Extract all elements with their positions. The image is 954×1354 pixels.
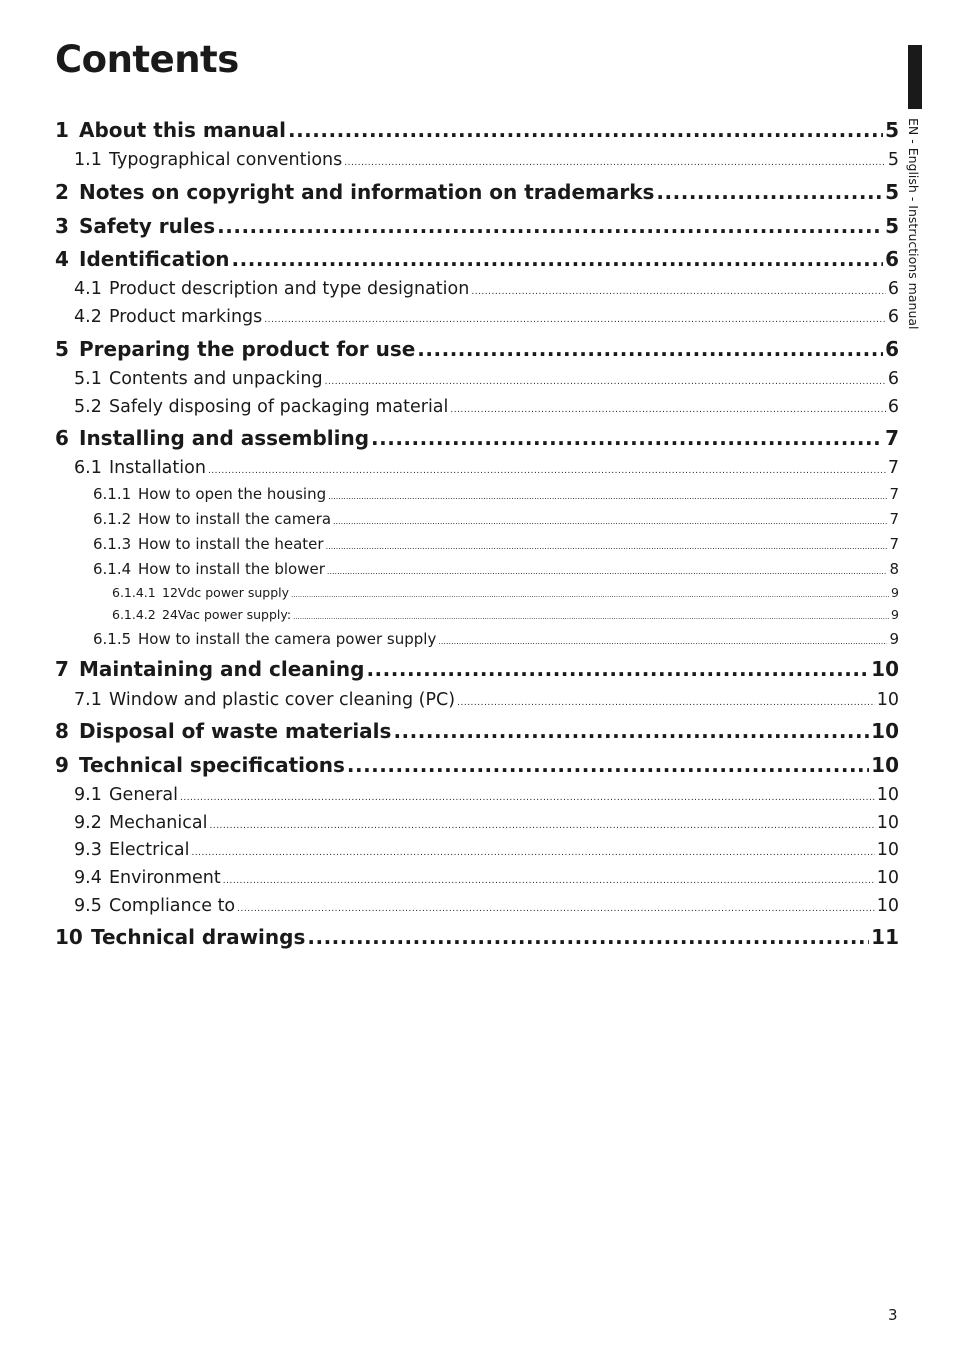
toc-entry-page: 7: [889, 535, 899, 553]
toc-entry[interactable]: [55, 868, 899, 888]
toc-entry-title: Compliance to: [109, 896, 236, 916]
toc-entry-title: How to install the blower: [138, 560, 325, 578]
toc-entry-number: 9.2: [74, 813, 102, 833]
toc-entry-title: How to install the camera power supply: [138, 630, 437, 648]
toc-entry-number: 3: [55, 214, 69, 238]
dot-leader: [450, 405, 885, 415]
toc-entry-title: Maintaining and cleaning: [79, 657, 365, 681]
toc-entry-page: 10: [876, 868, 899, 888]
toc-entry-title: 12Vdc power supply: [162, 585, 290, 600]
toc-entry[interactable]: [55, 785, 899, 805]
page-number: 3: [888, 1306, 898, 1324]
dot-leader: [328, 492, 887, 501]
toc-entry[interactable]: [55, 426, 899, 450]
toc-entry-title: Installing and assembling: [79, 426, 370, 450]
toc-entry-page: 10: [876, 785, 899, 805]
toc-entry-page: 10: [871, 719, 899, 743]
toc-entry[interactable]: [55, 214, 899, 238]
toc-entry-page: 6: [887, 397, 899, 417]
side-tab-marker: [908, 45, 922, 109]
toc-entry[interactable]: [55, 307, 899, 327]
dot-leader: [457, 698, 875, 708]
toc-entry-page: 11: [871, 925, 899, 949]
toc-entry-title: Contents and unpacking: [109, 369, 323, 389]
toc-entry-title: How to open the housing: [138, 485, 327, 503]
dot-leader: [223, 876, 875, 886]
toc-entry[interactable]: [55, 753, 899, 777]
toc-entry[interactable]: [55, 247, 899, 271]
toc-entry-title: 24Vac power supply:: [162, 607, 292, 622]
toc-entry-number: 6.1: [74, 458, 102, 478]
toc-entry-title: General: [109, 785, 178, 805]
toc-entry-number: 9.1: [74, 785, 102, 805]
toc-entry-number: 6.1.5: [93, 630, 132, 648]
dot-leader: [191, 848, 874, 858]
toc-entry-title: How to install the heater: [138, 535, 324, 553]
toc-entry-page: 10: [876, 690, 899, 710]
dot-leader: [327, 567, 888, 576]
dot-leader: [217, 214, 883, 238]
toc-entry[interactable]: [55, 180, 899, 204]
dot-leader: [438, 637, 887, 646]
toc-entry-page: 5: [885, 214, 899, 238]
dot-leader: [208, 466, 886, 476]
toc-entry-number: 4.1: [74, 279, 102, 299]
toc-entry[interactable]: [55, 150, 899, 170]
toc-entry-number: 6.1.1: [93, 485, 132, 503]
toc-entry[interactable]: [55, 690, 899, 710]
dot-leader: [366, 657, 869, 681]
toc-entry-number: 5.2: [74, 397, 102, 417]
toc-entry-page: 9: [889, 630, 899, 648]
dot-leader: [656, 180, 883, 204]
toc-entry[interactable]: [55, 840, 899, 860]
toc-entry[interactable]: [55, 485, 899, 503]
toc-entry-title: Identification: [79, 247, 230, 271]
dot-leader: [325, 377, 886, 387]
toc-entry-title: Technical specifications: [79, 753, 345, 777]
toc-entry-page: 10: [871, 753, 899, 777]
toc-entry-number: 4.2: [74, 307, 102, 327]
toc-entry-page: 6: [887, 369, 899, 389]
toc-entry-number: 2: [55, 180, 69, 204]
toc-entry[interactable]: [55, 279, 899, 299]
toc-entry-page: 9: [891, 585, 899, 600]
toc-entry[interactable]: [55, 813, 899, 833]
toc-entry-number: 6.1.4.2: [112, 607, 156, 622]
toc-entry[interactable]: [55, 560, 899, 578]
toc-entry-page: 6: [887, 279, 899, 299]
dot-leader: [232, 247, 884, 271]
toc-entry-page: 7: [887, 458, 899, 478]
toc-entry-title: Product markings: [109, 307, 263, 327]
toc-entry-title: Technical drawings: [91, 925, 306, 949]
toc-entry[interactable]: [55, 337, 899, 361]
toc-entry-number: 9.4: [74, 868, 102, 888]
toc-entry-number: 6.1.3: [93, 535, 132, 553]
toc-entry-title: Notes on copyright and information on trademarks: [79, 180, 655, 204]
toc-entry-page: 7: [889, 485, 899, 503]
toc-entry-page: 10: [876, 840, 899, 860]
dot-leader: [264, 315, 886, 325]
toc-entry-page: 9: [891, 607, 899, 622]
toc-entry-number: 10: [55, 925, 83, 949]
side-language-label: EN - English - Instructions manual: [906, 118, 921, 330]
dot-leader: [347, 753, 869, 777]
toc-entry-page: 7: [889, 510, 899, 528]
toc-entry[interactable]: [55, 719, 899, 743]
toc-entry-page: 6: [887, 307, 899, 327]
toc-entry-number: 4: [55, 247, 69, 271]
toc-entry-number: 6: [55, 426, 69, 450]
toc-entry[interactable]: [55, 118, 899, 142]
toc-entry[interactable]: [55, 896, 899, 916]
toc-entry-page: 5: [887, 150, 899, 170]
toc-entry-number: 1.1: [74, 150, 102, 170]
toc-entry-title: Electrical: [109, 840, 190, 860]
toc-entry-number: 8: [55, 719, 69, 743]
toc-entry-number: 1: [55, 118, 69, 142]
toc-entry-title: How to install the camera: [138, 510, 332, 528]
toc-entry-number: 5: [55, 337, 69, 361]
page-title: Contents: [55, 38, 239, 81]
toc-entry-title: About this manual: [79, 118, 286, 142]
toc-entry[interactable]: [55, 607, 899, 622]
dot-leader: [237, 904, 875, 914]
toc-entry-number: 6.1.4: [93, 560, 132, 578]
toc-entry[interactable]: [55, 925, 899, 949]
toc-entry-title: Installation: [109, 458, 206, 478]
toc-entry[interactable]: [55, 510, 899, 528]
toc-entry-title: Window and plastic cover cleaning (PC): [109, 690, 456, 710]
dot-leader: [209, 821, 874, 831]
toc-entry[interactable]: [55, 458, 899, 478]
toc-entry-page: 10: [876, 896, 899, 916]
toc-entry-number: 6.1.2: [93, 510, 132, 528]
dot-leader: [371, 426, 883, 450]
toc-entry-title: Product description and type designation: [109, 279, 470, 299]
toc-entry[interactable]: [55, 397, 899, 417]
toc-entry-number: 9.5: [74, 896, 102, 916]
toc-entry[interactable]: [55, 369, 899, 389]
dot-leader: [417, 337, 883, 361]
dot-leader: [471, 287, 886, 297]
dot-leader: [291, 591, 889, 599]
dot-leader: [344, 158, 886, 168]
toc-entry-page: 7: [885, 426, 899, 450]
toc-entry[interactable]: [55, 585, 899, 600]
toc-entry[interactable]: [55, 630, 899, 648]
toc-entry-page: 5: [885, 180, 899, 204]
toc-entry-page: 10: [871, 657, 899, 681]
toc-entry-title: Mechanical: [109, 813, 208, 833]
toc-entry-number: 7.1: [74, 690, 102, 710]
toc-entry-number: 9: [55, 753, 69, 777]
dot-leader: [288, 118, 883, 142]
toc-entry-title: Environment: [109, 868, 221, 888]
toc-entry-page: 8: [889, 560, 899, 578]
dot-leader: [333, 517, 887, 526]
toc-entry-title: Disposal of waste materials: [79, 719, 392, 743]
toc-entry-title: Typographical conventions: [109, 150, 343, 170]
toc-entry-page: 6: [885, 337, 899, 361]
toc-entry-page: 5: [885, 118, 899, 142]
toc-entry-page: 6: [885, 247, 899, 271]
toc-entry-number: 6.1.4.1: [112, 585, 156, 600]
toc-entry-number: 9.3: [74, 840, 102, 860]
dot-leader: [307, 925, 869, 949]
toc-entry[interactable]: [55, 657, 899, 681]
toc-entry-number: 7: [55, 657, 69, 681]
toc-entry-title: Safely disposing of packaging material: [109, 397, 449, 417]
dot-leader: [326, 542, 888, 551]
toc-entry-page: 10: [876, 813, 899, 833]
toc-entry-title: Safety rules: [79, 214, 216, 238]
dot-leader: [393, 719, 869, 743]
dot-leader: [180, 793, 875, 803]
dot-leader: [293, 613, 889, 621]
toc-entry-title: Preparing the product for use: [79, 337, 416, 361]
toc-entry-number: 5.1: [74, 369, 102, 389]
toc-entry[interactable]: [55, 535, 899, 553]
